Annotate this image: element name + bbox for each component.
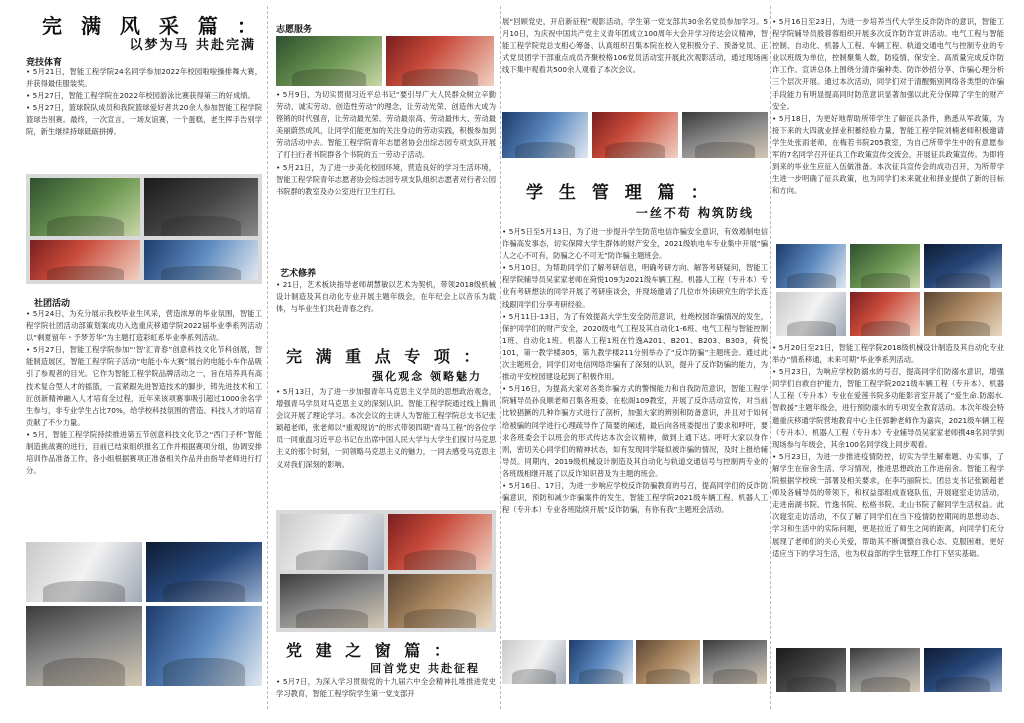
photo-meeting-3 <box>280 574 384 628</box>
section-subtitle-special: 强化观念 领略魅力 <box>372 370 482 383</box>
col4-item: • 5月20日至21日，智能工程学院2018级机械设计制造及其自动化专业举办“情系移通，未来可期”毕业季系列活动。 <box>772 343 1004 365</box>
club-item: • 5月27日，智能工程学院参加“‘智’汇青春”创意科技文化节科创展，智能制造展区，智能工程学院子活动“电能小车大赛”展台的电能小车作品吸引了参观者的目光。它作为智能工程学院品牌活动之一，旨在培养具有高技术复合型人才的摇篮，一直紧跟先进智造技术的脚步，铸先进技术和工匠创新精神融入人才培育全过程，近年来该项赛事吸引超过1000余名学生参与，非专业学生占比70%，给学校科技氛围的营造、科技人才的培育贡献了不少力量。 <box>26 345 262 427</box>
photo-col4-8 <box>850 648 920 692</box>
photo-exhibition <box>26 606 142 686</box>
section-subtitle: 以梦为马 共赴完满 <box>129 38 256 53</box>
photo-swimming <box>144 178 258 236</box>
section-title-wanman-style: 完 满 风 采 篇 ： <box>42 14 263 38</box>
section-title-party: 党 建 之 窗 篇 ： <box>286 641 454 660</box>
photo-volunteer-2 <box>386 36 494 86</box>
sports-item: • 5月27日，智能工程学院在2022年校园游泳比赛获得第三的好成绩。 <box>26 91 255 101</box>
photo-col4-3 <box>924 244 1002 288</box>
section-subtitle-student: 一丝不苟 构筑防线 <box>635 206 754 220</box>
party-continued-text <box>502 16 768 76</box>
photo-classroom-4 <box>703 640 767 684</box>
special-text <box>276 386 496 471</box>
student-item: • 5月5日至5月13日，为了进一步提升学生防范电信诈骗安全意识，有效遏制电信诈骗高发事态，切实保障大学生群体的财产安全，2021级轨电车专业集中开展“骗人之心不可有，防骗之心不可无”防诈骗主题班会。 <box>502 227 768 261</box>
party-item: 展“回顾党史，开启新征程”观影活动，学生第一党支部共30余名党员参加学习。5月10日，为庆祝中国共产党主义青年团成立100周年大会开学习传达会议精神，智能工程学院党总支相心筹备、认真组织召集本院在校入党积极分子、预备党员、正式党员团学干部重点成员齐聚校格106党员活动室开展此次观影活动，通过现场画线下集中观看共500余人观看了本次会议。 <box>502 17 768 75</box>
photo-meeting-4 <box>388 574 492 628</box>
party-item: • 5月7日，为深入学习贯彻党的十九届六中全会精神扎堆推进党史学习教育，智能工程学院学生第一党支部开 <box>276 677 496 699</box>
photo-competition <box>146 606 262 686</box>
column-1 <box>22 0 264 723</box>
column-2 <box>272 0 498 723</box>
volunteer-text <box>276 89 496 198</box>
volunteer-item: • 5月9日，为切实贯彻习近平总书记“要引导广大人民群众树立辛勤劳动、诚实劳动、创造性劳动”的理念，让劳动光荣、创造伟大成为铿锵的时代强音，让劳动最光荣、劳动最崇高、劳动最伟大、劳动最美丽蔚然成风，让同学们能更加的关注身边的劳动实践，积极参加到劳动活动中去。智能工程学院青年志愿者协会出综志园专项支队开展了打扫行者书院群各个书院的五一劳动子活动。 <box>276 90 496 160</box>
column-divider <box>500 6 501 709</box>
column-4 <box>772 0 1006 723</box>
photo-col4-9 <box>924 648 1002 692</box>
photo-party-1 <box>502 112 588 158</box>
sports-item: • 5月27日，篮球院队成员和我院篮球爱好者共20余人参加智能工程学院篮球告别赛。最终，一次宣言，一场友谊赛，一个蛋糕，老生挥手告别学院，新生继续持球砥砺拼搏。 <box>26 103 262 137</box>
student-text <box>502 226 768 516</box>
col4-text-bottom <box>772 342 1004 560</box>
club-item: • 5月24日，为充分展示我校毕业生风采，营造浓厚的毕业氛围，智能工程学院社团活动部策划案成功入选重庆移通学院2022届毕业季系列活动以“剩夏留年・予梦芳华”为主题打造彩虹系毕业季系列活动。 <box>26 309 262 343</box>
col4-item: • 5月23日，为响应学校防溺水的号召，提高同学们防溺水意识，增强同学们自救自护能力，智能工程学院2021级车辆工程（专升本）、机器人工程（专升本）专业在爱莲书院多功能影音室开展了“爱生命.防溺水.智救援”主题年级会，进行预防溺水的专项安全教育活动。本次年级会特邀重庆移通学院营地教育中心主任郭翀老师作为嘉宾，2021级车辆工程（专升本）、机器人工程（专升本）专业辅导员吴家家老师携48名同学到现场参与年级会，其余100名同学线上同步观看。 <box>772 367 1004 449</box>
sports-item: • 5月21日，智能工程学院24名同学参加2022年校园啦啦操排舞大赛，并获得最佳服装奖。 <box>26 67 262 89</box>
art-item: • 21日，艺术板块指导老师胡慧敏以艺术为契机，带领2018级机械设计制造及其自动化专业开展主题年级会，在年纪会上以音乐为载体，与毕业生们共赴青春之约。 <box>276 280 496 314</box>
photo-col4-1 <box>776 244 846 288</box>
heading-art: 艺术修养 <box>280 269 317 279</box>
art-text <box>276 279 496 315</box>
column-divider <box>770 6 771 709</box>
photo-volunteer-1 <box>276 36 382 86</box>
photo-tech-festival <box>146 542 262 602</box>
col4-item: • 5月18日，为更好地帮助所带学生了解征兵条件，熟悉从军政策，为接下来的大四就业择业积蓄经验力量，智能工程学院刘楠老师积极邀请学生处张雨老师，在梅若书院205教室，为自己所带学生中的有意愿参军的7名同学召开征兵工作政策宣传交流会，开展征兵政策宣传。为即将到来的毕业生应征入伍做准备。本次征兵宣传会的成功召开，为所带学生进一步明确了征兵政策，也为同学们未来就业和择业提供了新的目标和方向。 <box>772 113 1004 196</box>
section-subtitle-party: 回首党史 共赴征程 <box>370 662 480 675</box>
photo-basketball-game <box>144 240 258 280</box>
photo-basketball-team <box>30 240 140 280</box>
party-text <box>276 676 496 700</box>
sports-text <box>26 66 262 139</box>
photo-meeting-2 <box>388 514 492 570</box>
photo-cheerleading <box>30 178 140 236</box>
col4-text-top <box>772 16 1004 197</box>
student-item: • 5月10日，为帮助同学们了解考研信息，明确考研方向、解答考研疑问，智能工程学院辅导员吴家家老师在荷悦109为2021级车辆工程、机器人工程（专升本）专业有考研想法的同学开展了考研座谈会，并现场邀请了几位市外读研究生的学长连线跟同学们分享考研经验。 <box>502 263 768 309</box>
section-title-special: 完 满 重 点 专 项 ： <box>286 347 484 366</box>
heading-sports: 竞技体育 <box>26 58 63 68</box>
photo-meeting-1 <box>280 514 384 570</box>
photo-classroom-1 <box>502 640 566 684</box>
club-item: • 5月，智能工程学院持续推进第五节创意科技文化节之“西门子杯”智能制造挑战赛的进行，目前已结束组织报名工作并根据赛项分组，协调安排培训作品准备工作，各小组根据赛项正准备相关作品并由指导老师进行打分。 <box>26 429 262 476</box>
photo-col4-7 <box>776 648 846 692</box>
student-item: • 5月16日，为提高大家对各类诈骗方式的警惕能力和自我防范意识，智能工程学院辅导员孙良顺老师召集各班委，在松阁109教室，开展了反诈活动宣传，对当前比较猖獗的几种诈骗方式进行了剖析，加强大家的辨别和防备意识，并且对于如何给被骗的同学进行心理疏导作了简要的阐述，最后向各班委提出了要求和呼吁，要求各班委会于以班会的形式传达本次会议精神，做到上通下达。呼吁大家以身作则，密切关心同学们的精神状态，如有发现同学疑似被诈骗的情况，及时上报给辅导员。同期内，2019级机械设计制造及其自动化与轨道交通信号与控制两专业的各班级相继开展了以反诈知识普及为主题的班会。 <box>502 384 768 478</box>
section-title-student: 学 生 管 理 篇 ： <box>526 183 713 203</box>
column-divider <box>267 6 268 709</box>
photo-col4-2 <box>850 244 920 288</box>
heading-club: 社团活动 <box>34 299 71 309</box>
col4-item: • 5月23日，为进一步推进疫情防控，切实为学生解难题、办实事，了解学生在宿舍生活、学习情况，推进思想政治工作进宿舍。智能工程学院根据学校统一部署及相关要求，在李巧丽院长、团总支书记张颖超老师及各辅导员的带领下，和权益部组成查寝队伍，开展寝室走访活动，走进南湖书院、竹逸书院、松格书院、北山书院了解同学生活权益。此次寝室走访活动，不仅了解了同学们在当下疫情防控期间的思想动态、学习和生活中的实际问题，更是拉近了师生之间的距离，向同学们充分展现了老师们的关心关爱，帮助其不断调整自我心态、克服困难，更好适应当下的学习生活，也为权益部的学生管理工作打下坚实基础。 <box>772 451 1004 558</box>
student-item: • 5月11日-13日，为了有效提高大学生安全防范意识，杜绝校园诈骗情况的发生，保护同学们的财产安全，2020级电气工程及其自动化1-6班、电气工程与智能控制1班、自动化1班、机器人工程1班在竹逸A201、B201、B203、B303，荷悦101，第一教学楼305，第九教学楼211分别举办了“反诈防骗”主题班会。通过此次主题班会，同学们对电信网络诈骗有了深刻的认识，提升了反诈防骗的能力，为推动平安校园建设起到了积极作用。 <box>502 311 768 382</box>
col4-item: • 5月16日至23日，为进一步培养当代大学生反诈防诈的意识，智能工程学院辅导员殷蓉蓉组织开展多次反诈防诈宣讲活动。电气工程与智能控制、自动化、机器人工程、车辆工程、轨道交通电气与控制专业的专业以班级为单位，控制聚集人数，防疫情、保安全、高质量完成反诈防诈工作。宣讲总体上围绕分清诈骗种类、防诈妙招分享、诈骗心理分析三个层次开展。通过本次活动，同学们对于清醒甄别网络各类型的诈骗手段能力有明显提高同时防范意识显著加强以此充分保障了学生的财产安全。 <box>772 17 1004 111</box>
special-item: • 5月13日，为了进一步加强青年马克思主义学员的思想政治观念，增强青马学员对马克思主义的深刻认识。智能工程学院通过线上腾讯会议开展了理论学习。本次会议的主讲人为智能工程学院总支书记张颖超老师，张老师以“重观现访”的形式带领四期“青马工程”的各位学员一同重温习近平总书记在出席中国人民大学与大学生们探讨马克思主义的那个时刻，一同领略马克思主义的魅力，一同去感受马克思主义对我们深刻的影响。 <box>276 387 496 469</box>
column-3 <box>502 0 768 723</box>
photo-col4-5 <box>850 292 920 336</box>
photo-classroom-3 <box>636 640 700 684</box>
photo-club-display <box>26 542 142 602</box>
photo-col4-6 <box>924 292 1002 336</box>
photo-classroom-2 <box>569 640 633 684</box>
photo-party-2 <box>592 112 678 158</box>
club-text <box>26 308 262 477</box>
heading-volunteer: 志愿服务 <box>276 25 313 35</box>
photo-party-3 <box>682 112 768 158</box>
student-item: • 5月16日、17日，为进一步响应学校反诈防骗教育的号召，提高同学们的反诈防骗意识，预防和减少诈骗案件的发生，智能工程学院2021级车辆工程、机器人工程（专升本）专业各班陆续开展“反诈防骗，有你有我”主题班会活动。 <box>502 480 768 515</box>
photo-col4-4 <box>776 292 846 336</box>
volunteer-item: • 5月21日，为了进一步美化校园环境，营造良好的学习生活环境，智能工程学院青年志愿者协会综志园专项支队组织志愿者对行者公园书院群的教室及办公室进行卫生打扫。 <box>276 162 496 196</box>
